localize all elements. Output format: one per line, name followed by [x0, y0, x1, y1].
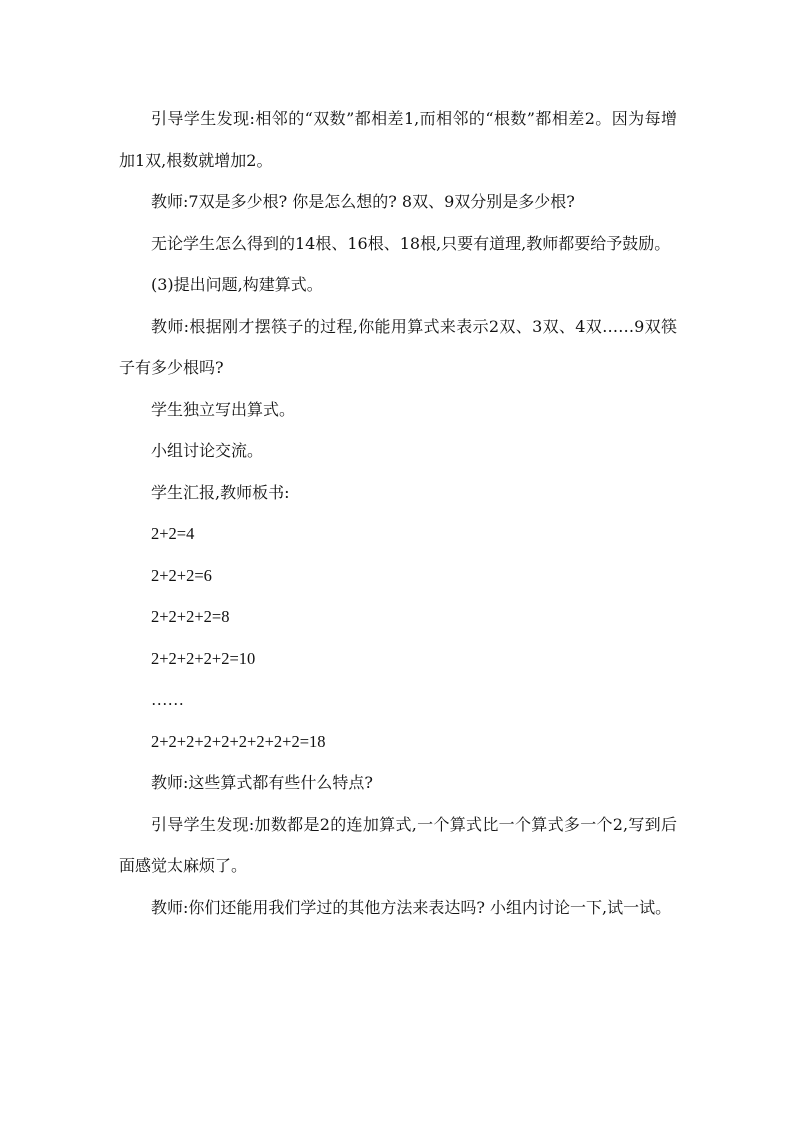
paragraph-discovery-addends: 引导学生发现:加数都是2的连加算式,一个算式比一个算式多一个2,写到后面感觉太麻烦了。 [119, 814, 677, 875]
equation-line: 2+2+2=6 [151, 565, 212, 585]
paragraph-teacher-question-features: 教师:这些算式都有些什么特点? [151, 773, 373, 792]
equation-line: 2+2+2+2+2+2+2+2+2=18 [151, 731, 326, 751]
paragraph-teacher-question-equations: 教师:根据刚才摆筷子的过程,你能用算式来表示2双、3双、4双……9双筷子有多少根吗? [119, 316, 677, 377]
paragraph-teacher-question-other-methods: 教师:你们还能用我们学过的其他方法来表达吗? 小组内讨论一下,试一试。 [151, 897, 672, 917]
paragraph-group-discussion: 小组讨论交流。 [151, 441, 264, 460]
section-heading-build-equations: (3)提出问题,构建算式。 [151, 275, 323, 294]
paragraph-students-write: 学生独立写出算式。 [151, 399, 296, 419]
paragraph-teacher-question-7-pairs: 教师:7双是多少根? 你是怎么想的? 8双、9双分别是多少根? [151, 192, 575, 211]
equation-line: 2+2+2+2=8 [151, 607, 230, 626]
equation-line: 2+2+2+2+2=10 [151, 648, 256, 668]
paragraph-students-report: 学生汇报,教师板书: [151, 482, 290, 502]
document-body [119, 98, 677, 928]
paragraph-encouragement: 无论学生怎么得到的14根、16根、18根,只要有道理,教师都要给予鼓励。 [151, 233, 671, 253]
ellipsis-line: …… [151, 690, 184, 709]
equation-line: 2+2=4 [151, 524, 195, 543]
paragraph-discovery-difference: 引导学生发现:相邻的“双数”都相差1,而相邻的“根数”都相差2。因为每增加1双,根数就增加2。 [119, 109, 677, 170]
